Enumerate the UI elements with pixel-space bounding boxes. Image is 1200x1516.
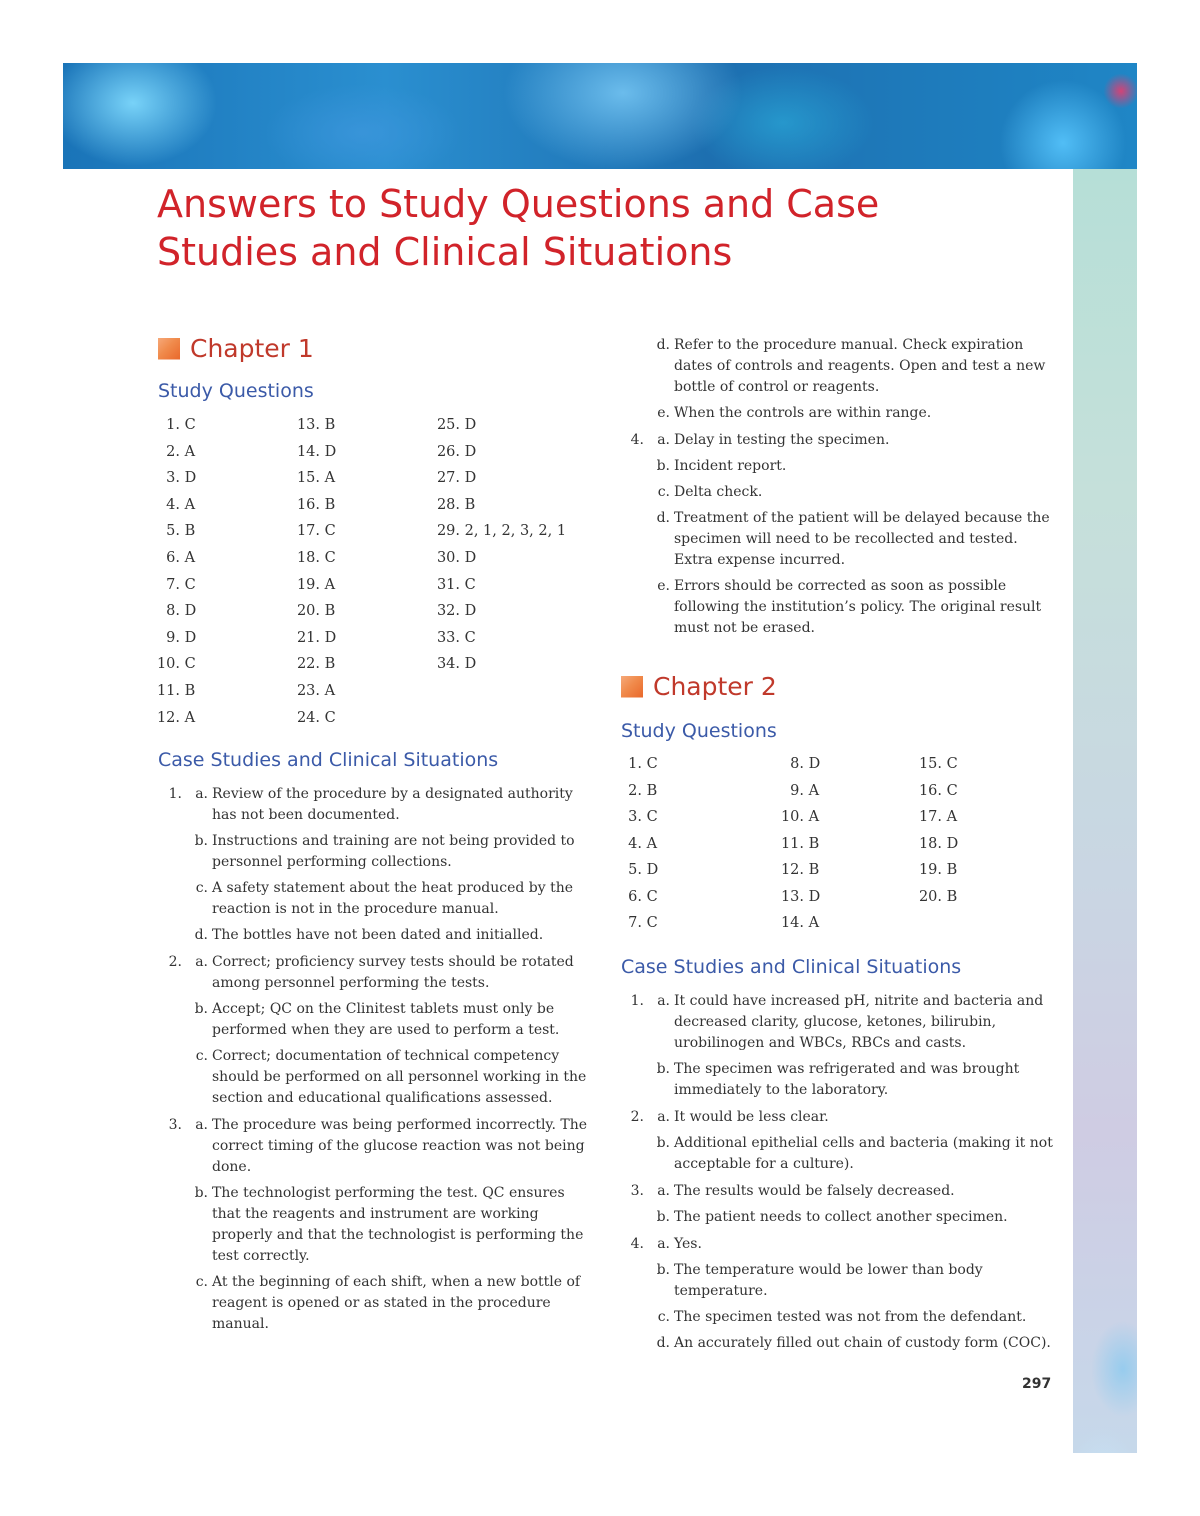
case-answer: [160, 925, 590, 946]
answer-item: [432, 598, 566, 625]
answer-item: [432, 492, 566, 519]
case-answer-text: An accurately filled out chain of custody form (COC).: [674, 1335, 1051, 1351]
answer-number: 20.: [918, 888, 942, 905]
answer-item: [776, 884, 820, 911]
case-answer: [622, 991, 1054, 1054]
answer-number: 10.: [780, 809, 804, 825]
case-answer-letter: c.: [657, 484, 670, 500]
answer-item: [152, 545, 196, 572]
answer-item: [614, 910, 658, 937]
case-answer: [622, 576, 1054, 639]
answer-number: 12.: [780, 862, 804, 878]
answer-number: 2.: [628, 782, 642, 799]
answer-value: B: [942, 888, 958, 905]
case-answer-letter: b.: [194, 1185, 208, 1201]
answer-column: [432, 412, 566, 678]
answer-item: [432, 625, 566, 652]
case-answer-letter: b.: [194, 1001, 208, 1017]
case-answer: [622, 1107, 1054, 1128]
case-answer-letter: c.: [657, 1309, 670, 1325]
answer-item: [776, 831, 820, 858]
answer-item: [432, 412, 566, 439]
answer-value: B: [804, 835, 820, 852]
answer-value: B: [320, 417, 336, 433]
answer-number: 13.: [780, 888, 804, 905]
answer-number: 19.: [918, 862, 942, 878]
answer-number: 15.: [918, 756, 942, 772]
case-answer: [622, 1059, 1054, 1101]
chapter-1-case-list-right: [622, 335, 1054, 645]
case-question-number: 3.: [168, 1117, 182, 1133]
answer-number: 3.: [166, 470, 180, 487]
answer-item: [614, 857, 658, 884]
case-answer-letter: e.: [657, 405, 670, 421]
answer-number: 29.: [436, 523, 460, 540]
answer-number: 17.: [296, 523, 320, 540]
answer-item: [292, 598, 336, 625]
case-answer: [160, 878, 590, 920]
answer-value: A: [320, 682, 336, 699]
answer-number: 21.: [296, 629, 320, 646]
answer-item: [292, 545, 336, 572]
answer-item: [614, 831, 658, 858]
case-answer-letter: b.: [656, 1262, 670, 1278]
answer-item: [292, 572, 336, 599]
case-question: [622, 1181, 1054, 1228]
answer-column: [776, 751, 820, 937]
case-answer: [622, 335, 1054, 398]
answer-number: 33.: [436, 629, 460, 646]
answer-value: B: [180, 523, 196, 540]
answer-item: [152, 678, 196, 705]
answer-number: 27.: [436, 470, 460, 487]
case-answer-letter: c.: [195, 1274, 208, 1290]
answer-value: D: [320, 629, 337, 646]
case-answer-letter: a.: [657, 1109, 670, 1125]
answer-value: 2, 1, 2, 3, 2, 1: [460, 523, 567, 540]
answer-number: 19.: [296, 576, 320, 593]
answer-number: 11.: [780, 835, 804, 852]
answer-item: [152, 651, 196, 678]
case-question-number: 1.: [168, 786, 182, 802]
answer-number: 8.: [166, 603, 180, 620]
answer-column: [152, 412, 196, 731]
case-answer-text: The specimen tested was not from the defendant.: [674, 1309, 1027, 1325]
case-question-number: 2.: [630, 1109, 644, 1125]
answer-value: A: [942, 809, 958, 825]
page-number: 297: [1022, 1376, 1052, 1392]
page-title-line-2: Studies and Clinical Situations: [157, 230, 733, 274]
answer-item: [152, 412, 196, 439]
answer-item: [914, 804, 958, 831]
answer-number: 18.: [918, 835, 942, 852]
answer-number: 32.: [436, 603, 460, 620]
answer-number: 25.: [436, 417, 460, 433]
case-answer-letter: d.: [656, 510, 670, 526]
chapter-2-title: Chapter 2: [653, 672, 777, 701]
answer-number: 16.: [918, 782, 942, 799]
answer-item: [152, 598, 196, 625]
case-answer-letter: a.: [195, 954, 208, 970]
answer-number: 14.: [296, 443, 320, 460]
answer-number: 26.: [436, 443, 460, 460]
answer-item: [614, 804, 658, 831]
chapter-1-heading: [158, 334, 314, 363]
answer-value: C: [320, 709, 336, 726]
answer-number: 1.: [628, 756, 642, 772]
chapter-2-heading: [621, 672, 777, 701]
case-answer: [160, 1272, 590, 1335]
answer-value: A: [180, 443, 196, 460]
answer-value: A: [804, 915, 820, 931]
case-answer-text: The bottles have not been dated and initialled.: [212, 927, 544, 943]
answer-value: D: [460, 549, 477, 566]
case-answer-text: Accept; QC on the Clinitest tablets must only be performed when they are used to perform a test.: [212, 1001, 560, 1038]
answer-value: C: [642, 756, 658, 772]
answer-value: C: [642, 809, 658, 825]
case-question: [622, 1107, 1054, 1175]
case-answer-text: Instructions and training are not being provided to personnel performing collections.: [212, 833, 575, 870]
answer-item: [292, 518, 336, 545]
answer-item: [914, 751, 958, 778]
chapter-2-case-studies-heading: Case Studies and Clinical Situations: [621, 956, 962, 978]
case-answer: [160, 1183, 590, 1267]
answer-item: [776, 910, 820, 937]
answer-item: [776, 804, 820, 831]
case-answer-text: At the beginning of each shift, when a new bottle of reagent is opened or as stated in the procedure manual.: [212, 1274, 581, 1332]
side-decorative-strip: [1073, 169, 1137, 1453]
answer-value: C: [180, 656, 196, 673]
answer-value: A: [180, 709, 196, 726]
answer-item: [614, 884, 658, 911]
case-question: [160, 952, 590, 1109]
answer-item: [292, 705, 336, 732]
answer-value: C: [320, 549, 336, 566]
answer-item: [432, 572, 566, 599]
chapter-marker-icon: [621, 676, 643, 698]
case-question: [622, 1234, 1054, 1354]
answer-number: 16.: [296, 496, 320, 513]
answer-item: [776, 751, 820, 778]
case-answer-letter: d.: [656, 1335, 670, 1351]
answer-value: B: [804, 862, 820, 878]
chapter-marker-icon: [158, 338, 180, 360]
chapter-1-title: Chapter 1: [190, 334, 314, 363]
case-answer: [622, 1234, 1054, 1255]
answer-item: [292, 492, 336, 519]
answer-column: [292, 412, 336, 731]
answer-value: D: [460, 417, 477, 433]
answer-item: [292, 651, 336, 678]
answer-value: D: [460, 656, 477, 673]
chapter-2-study-questions-heading: Study Questions: [621, 720, 777, 742]
answer-value: D: [460, 603, 477, 620]
answer-item: [432, 465, 566, 492]
answer-number: 3.: [628, 809, 642, 825]
case-answer-text: Delta check.: [674, 484, 763, 500]
answer-number: 28.: [436, 496, 460, 513]
case-answer: [160, 999, 590, 1041]
chapter-1-case-list-left: [160, 784, 590, 1341]
answer-value: B: [320, 603, 336, 620]
answer-value: B: [320, 496, 336, 513]
answer-number: 9.: [166, 629, 180, 646]
case-answer: [622, 482, 1054, 503]
answer-item: [614, 751, 658, 778]
answer-number: 4.: [166, 496, 180, 513]
answer-number: 12.: [156, 709, 180, 726]
case-answer: [160, 952, 590, 994]
case-answer-text: Refer to the procedure manual. Check expiration dates of controls and reagents. Open and test a new bottle of control or reagents.: [674, 337, 1046, 395]
case-answer-text: Additional epithelial cells and bacteria (making it not acceptable for a culture).: [674, 1135, 1053, 1172]
case-answer-letter: a.: [657, 1236, 670, 1252]
answer-item: [152, 705, 196, 732]
case-question-number: 4.: [630, 432, 644, 448]
answer-item: [152, 572, 196, 599]
answer-item: [776, 778, 820, 805]
case-answer-text: The results would be falsely decreased.: [674, 1183, 955, 1199]
answer-item: [152, 625, 196, 652]
answer-item: [292, 439, 336, 466]
case-answer: [622, 1133, 1054, 1175]
case-answer-text: The procedure was being performed incorrectly. The correct timing of the glucose reaction was not being done.: [212, 1117, 588, 1175]
case-answer-letter: b.: [194, 833, 208, 849]
answer-number: 20.: [296, 603, 320, 620]
answer-number: 8.: [790, 756, 804, 772]
case-answer-text: It would be less clear.: [674, 1109, 829, 1125]
case-answer-text: Correct; documentation of technical competency should be performed on all personnel working in the section and educational qualifications assessed.: [212, 1048, 587, 1106]
answer-item: [914, 778, 958, 805]
case-question-number: 4.: [630, 1236, 644, 1252]
answer-item: [292, 678, 336, 705]
answer-value: D: [320, 443, 337, 460]
case-question-number: 2.: [168, 954, 182, 970]
case-answer-text: Incident report.: [674, 458, 787, 474]
case-answer-text: Correct; proficiency survey tests should be rotated among personnel performing the tests.: [212, 954, 574, 991]
case-answer-text: Review of the procedure by a designated authority has not been documented.: [212, 786, 573, 823]
answer-value: B: [642, 782, 658, 799]
answer-number: 7.: [628, 915, 642, 931]
answer-value: D: [642, 862, 659, 878]
case-answer-letter: d.: [194, 927, 208, 943]
case-answer-text: It could have increased pH, nitrite and bacteria and decreased clarity, glucose, ketones, bilirubin, urobilinogen and WBCs, RBCs and casts.: [674, 993, 1044, 1051]
header-banner-image: [63, 63, 1137, 169]
answer-number: 6.: [628, 888, 642, 905]
answer-item: [914, 831, 958, 858]
answer-number: 9.: [790, 782, 804, 799]
answer-item: [152, 492, 196, 519]
case-answer-letter: b.: [656, 1135, 670, 1151]
answer-number: 14.: [780, 915, 804, 931]
answer-value: A: [180, 549, 196, 566]
answer-number: 11.: [156, 682, 180, 699]
answer-number: 31.: [436, 576, 460, 593]
answer-item: [432, 518, 566, 545]
answer-number: 13.: [296, 417, 320, 433]
chapter-1-answer-grid: [152, 412, 602, 732]
answer-value: A: [320, 470, 336, 487]
chapter-1-case-studies-heading: Case Studies and Clinical Situations: [158, 749, 499, 771]
chapter-1-study-questions-heading: Study Questions: [158, 380, 314, 402]
case-answer: [622, 1207, 1054, 1228]
answer-value: C: [942, 756, 958, 772]
answer-item: [152, 518, 196, 545]
case-answer: [622, 1260, 1054, 1302]
answer-number: 24.: [296, 709, 320, 726]
answer-value: C: [460, 629, 476, 646]
answer-value: B: [942, 862, 958, 878]
answer-column: [914, 751, 958, 910]
case-answer: [622, 1307, 1054, 1328]
case-answer: [622, 508, 1054, 571]
case-answer-text: Errors should be corrected as soon as possible following the institution’s policy. The original result must not be erased.: [674, 578, 1042, 636]
case-answer-letter: a.: [657, 993, 670, 1009]
answer-value: D: [942, 835, 959, 852]
case-answer: [160, 784, 590, 826]
answer-value: C: [642, 915, 658, 931]
answer-number: 23.: [296, 682, 320, 699]
case-question: [622, 991, 1054, 1101]
answer-number: 17.: [918, 809, 942, 825]
answer-value: D: [460, 443, 477, 460]
answer-number: 1.: [166, 417, 180, 433]
answer-value: C: [180, 576, 196, 593]
case-answer-letter: a.: [195, 786, 208, 802]
answer-item: [776, 857, 820, 884]
case-answer-text: The patient needs to collect another specimen.: [674, 1209, 1008, 1225]
answer-item: [432, 545, 566, 572]
case-answer-letter: c.: [195, 880, 208, 896]
answer-value: D: [804, 756, 821, 772]
answer-item: [614, 778, 658, 805]
case-answer-text: When the controls are within range.: [674, 405, 932, 421]
answer-item: [292, 625, 336, 652]
case-question-number: 1.: [630, 993, 644, 1009]
answer-item: [914, 857, 958, 884]
case-answer-letter: b.: [656, 1209, 670, 1225]
answer-number: 5.: [166, 523, 180, 540]
page-title: [157, 180, 1057, 276]
case-answer-letter: a.: [657, 432, 670, 448]
case-answer-letter: b.: [656, 1061, 670, 1077]
case-question: [160, 1115, 590, 1335]
answer-item: [432, 439, 566, 466]
case-answer-text: Yes.: [674, 1236, 702, 1252]
case-answer-text: Delay in testing the specimen.: [674, 432, 890, 448]
case-answer-text: The technologist performing the test. QC ensures that the reagents and instrument are working properly and that the technologist is performing the test correctly.: [212, 1185, 584, 1264]
case-answer-letter: a.: [657, 1183, 670, 1199]
case-answer-text: Treatment of the patient will be delayed because the specimen will need to be recollected and tested. Extra expense incurred.: [674, 510, 1050, 568]
answer-value: B: [180, 682, 196, 699]
case-answer-text: The temperature would be lower than body temperature.: [674, 1262, 983, 1299]
answer-number: 5.: [628, 862, 642, 878]
case-question: [622, 335, 1054, 424]
answer-item: [914, 884, 958, 911]
case-answer-letter: b.: [656, 458, 670, 474]
case-answer-letter: a.: [195, 1117, 208, 1133]
chapter-2-answer-grid: [614, 751, 1054, 941]
case-answer: [160, 1115, 590, 1178]
case-answer-letter: e.: [657, 578, 670, 594]
answer-number: 6.: [166, 549, 180, 566]
answer-number: 2.: [166, 443, 180, 460]
answer-number: 18.: [296, 549, 320, 566]
answer-number: 15.: [296, 470, 320, 487]
answer-value: A: [180, 496, 196, 513]
answer-value: C: [180, 417, 196, 433]
answer-value: C: [642, 888, 658, 905]
page-title-line-1: Answers to Study Questions and Case: [157, 182, 880, 226]
answer-value: D: [460, 470, 477, 487]
case-question: [160, 784, 590, 946]
answer-value: A: [642, 835, 658, 852]
answer-value: A: [804, 782, 820, 799]
case-answer: [160, 831, 590, 873]
answer-value: B: [320, 656, 336, 673]
answer-value: C: [320, 523, 336, 540]
answer-value: B: [460, 496, 476, 513]
answer-item: [292, 412, 336, 439]
answer-value: D: [180, 470, 197, 487]
case-answer-letter: d.: [656, 337, 670, 353]
case-answer-letter: c.: [195, 1048, 208, 1064]
answer-value: D: [180, 629, 197, 646]
case-answer-text: The specimen was refrigerated and was brought immediately to the laboratory.: [674, 1061, 1020, 1098]
case-answer: [622, 1333, 1054, 1354]
case-question: [622, 430, 1054, 639]
answer-item: [292, 465, 336, 492]
answer-number: 30.: [436, 549, 460, 566]
case-answer-text: A safety statement about the heat produced by the reaction is not in the procedure manual.: [212, 880, 574, 917]
answer-number: 4.: [628, 835, 642, 852]
answer-item: [152, 439, 196, 466]
answer-item: [432, 651, 566, 678]
answer-number: 22.: [296, 656, 320, 673]
answer-value: D: [804, 888, 821, 905]
answer-value: D: [180, 603, 197, 620]
answer-value: C: [460, 576, 476, 593]
answer-number: 34.: [436, 656, 460, 673]
case-answer: [622, 456, 1054, 477]
case-answer: [160, 1046, 590, 1109]
answer-value: A: [804, 809, 820, 825]
answer-number: 10.: [156, 656, 180, 673]
answer-value: C: [942, 782, 958, 799]
case-question-number: 3.: [630, 1183, 644, 1199]
answer-item: [152, 465, 196, 492]
answer-column: [614, 751, 658, 937]
case-answer: [622, 1181, 1054, 1202]
case-answer: [622, 430, 1054, 451]
answer-value: A: [320, 576, 336, 593]
case-answer: [622, 403, 1054, 424]
chapter-2-case-list: [622, 991, 1054, 1360]
answer-number: 7.: [166, 576, 180, 593]
